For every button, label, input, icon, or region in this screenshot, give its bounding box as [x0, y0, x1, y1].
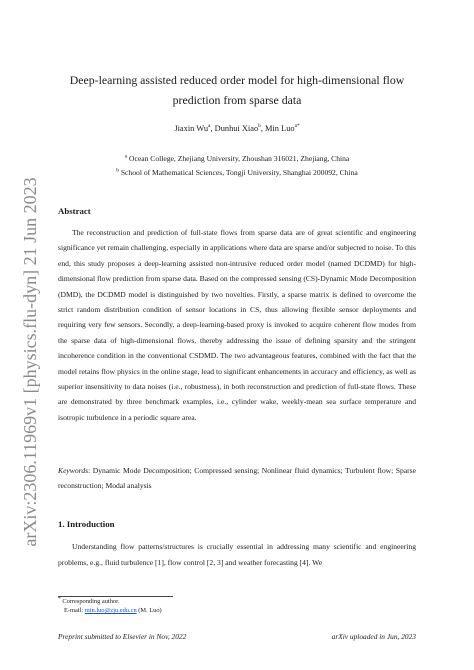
affiliation-b [0, 168, 474, 177]
affiliation-mark: b [116, 167, 119, 174]
keywords-label: Keywords [58, 466, 89, 475]
title-line-1: Deep-learning assisted reduced order model for high-dimensional flow [69, 73, 405, 87]
author-mark: a [208, 123, 211, 130]
email-label: E-mail: [64, 607, 84, 614]
arxiv-identifier: arXiv:2306.11969v1 [physics.flu-dyn] 21 Jun 2023 [20, 177, 40, 547]
footnote-corresponding [58, 597, 119, 606]
email-link[interactable]: min.luo@zju.edu.cn [84, 607, 137, 614]
abstract-text: The reconstruction and prediction of full-state flows from sparse data are of great scientific and engineering significance yet remain challenging, especially in applications where data are sparse and/or subjected to noise. To this end, this study proposes a deep-learning assisted non-intrusive reduced order model (named DCDMD) for high-dimensional flow prediction from sparse data. Based on the compressed sensing (CS)-Dynamic Mode Decomposition (DMD), the DCDMD model is distinguished by two novelties. Firstly, a sparse matrix is defined to overcome the strict random distribution condition of sensor locations in CS, thus allowing flexible sensor deployments and requiring very few sensors. Secondly, a deep-learning-based proxy is invoked to acquire coherent flow modes from the sparse data of high-dimensional flows, thereby addressing the issue of defining sparsity and the stringent incoherence condition in the conventional CSDMD. The two advantageous features, combined with the fact that the model retains flow physics in the online stage, lead to significant enhancements in accuracy and efficiency, as well as superior insensitivity to data noises (i.e., robustness), in both reconstruction and prediction of full-state flows. These are demonstrated by three benchmark examples, i.e., cylinder wake, weekly-mean sea surface temperature and isotropic turbulence in a periodic square area. [58, 228, 416, 422]
footer-left: Preprint submitted to Elsevier in Nov, 2022 [58, 632, 187, 641]
affiliation-text: School of Mathematical Sciences, Tongji University, Shanghai 200092, China [120, 168, 358, 177]
paper-title [0, 70, 474, 110]
abstract-heading: Abstract [58, 206, 91, 216]
affiliation-text: Ocean College, Zhejiang University, Zhoushan 316021, Zhejiang, China [129, 154, 350, 163]
abstract-body [58, 225, 416, 425]
footer-right: arXiv uploaded in Jun, 2023 [331, 632, 416, 641]
introduction-body [58, 539, 416, 571]
author-name: Dunhui Xiao [214, 124, 259, 133]
author-mark: b [258, 123, 261, 130]
introduction-text: Understanding flow patterns/structures is crucially essential in addressing many scientific and engineering problems, e.g., fluid turbulence [1], flow control [2, 3] and weather forecasting [4]. We [58, 542, 416, 567]
author-name: Jiaxin Wu [174, 124, 209, 133]
email-suffix: (M. Luo) [138, 607, 162, 614]
footnote-email-line [64, 606, 162, 615]
footnote-text: Corresponding author. [62, 598, 120, 605]
keywords [58, 463, 416, 494]
author-mark: a* [294, 123, 300, 130]
title-line-2: prediction from sparse data [172, 93, 302, 107]
footnote-mark: * [58, 595, 61, 602]
author-name: Min Luo [265, 124, 295, 133]
affiliation-a [0, 154, 474, 163]
author-list: Jiaxin Wu$^a$, Dunhui Xiao$^b$, Min Luo$^{a*}$ [174, 123, 300, 133]
introduction-heading: 1. Introduction [58, 519, 115, 529]
affiliation-mark: a [124, 153, 128, 160]
keywords-text: : Dynamic Mode Decomposition; Compressed sensing; Nonlinear fluid dynamics; Turbulent flow; Sparse reconstruction; Modal analysis [58, 466, 416, 491]
